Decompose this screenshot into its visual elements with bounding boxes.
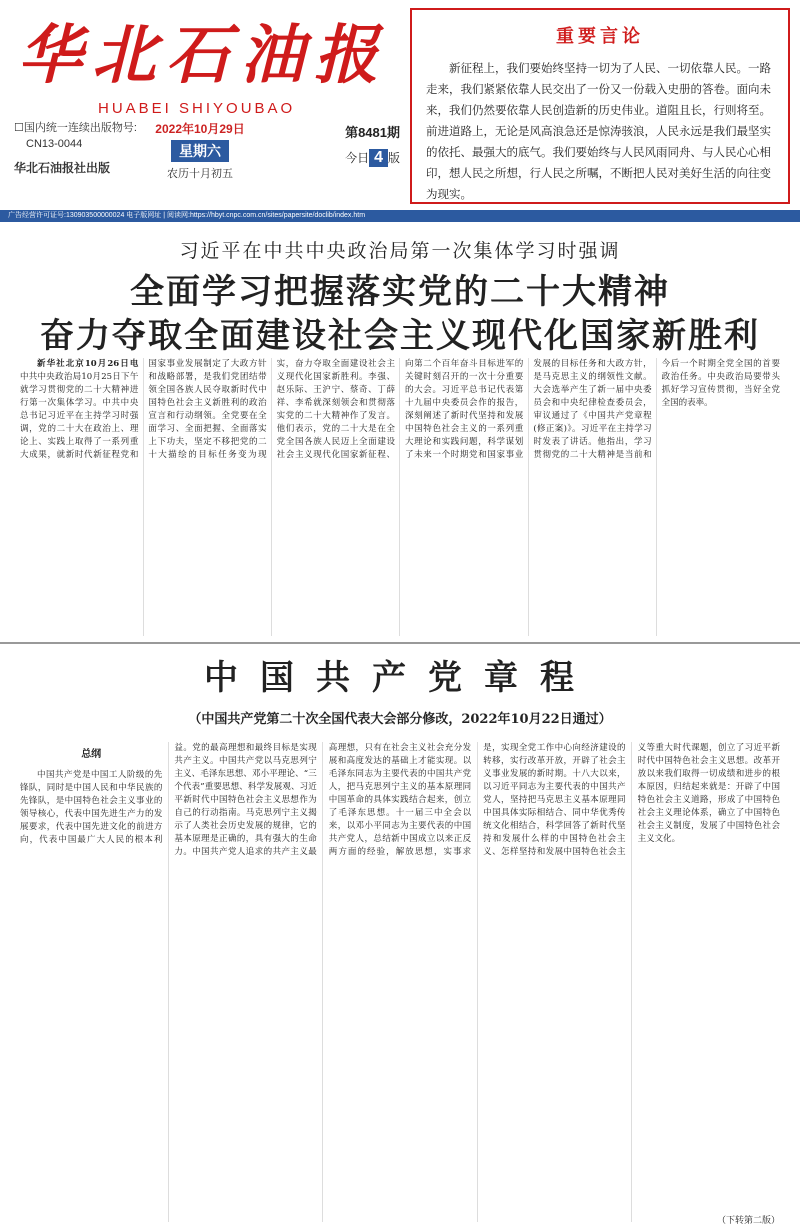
banner-text: 新征程上，我们要始终坚持一切为了人民、一切依靠人民。一路走来，我们紧紧依靠人民交出了一份又一份载入史册的答卷。面向未来，我们仍然要依靠人民创造新的历史伟业。道阻且长，行则将至。前进道路上，无论是风高浪急还是惊涛骇浪，人民永远是我们最坚实的依托、最强大的底气。我们要始终与人民风雨同舟、与人民心心相印，想人民之所想，行人民之所嘱，不断把人民对美好生活的向往变为现实。 bbox=[426, 61, 771, 201]
serial-number: CN13-0044 bbox=[26, 138, 83, 150]
charter-title: 中国共产党章程 bbox=[204, 659, 596, 697]
lead-dateline: 新华社北京10月26日电 bbox=[37, 359, 139, 369]
lead-body bbox=[20, 358, 780, 636]
newspaper-logo: 华北石油报 bbox=[18, 18, 388, 93]
charter-article bbox=[0, 648, 800, 1232]
checkbox-icon: ☐ bbox=[14, 122, 24, 134]
weekday: 星期六 bbox=[171, 140, 229, 162]
lead-text: 中共中央政治局10月25日下午就学习贯彻党的二十大精神进行第一次集体学习。中共中央总书记习近平在主持学习时强调，党的二十大在政治上、理论上、实践上取得了一系列重大成果，就新时代新征程党和国家事业发展制定了大政方针和战略部署，是我们党团结带领全国各族人民夺取新时代中国特色社会主义新胜利的政治宣言和行动纲领。全党要在全面学习、全面把握、全面落实上下功夫，坚定不移把党的二十大描绘的目标任务变为现实，奋力夺取全面建设社会主义现代化国家新胜利。李强、赵乐际、王沪宁、蔡奇、丁薛祥、李希就深刻领会和贯彻落实党的二十大精神作了发言。他们表示，党的二十大是在全党全国各族人民迈上全面建设社会主义现代化国家新征程、向第二个百年奋斗目标进军的关键时刻召开的一次十分重要的大会。习近平总书记代表第十九届中央委员会作的报告，深刻阐述了新时代坚持和发展中国特色社会主义的一系列重大理论和实践问题，科学谋划了未来一个时期党和国家事业发展的目标任务和大政方针，是马克思主义的纲领性文献。大会选举产生了新一届中央委员会和中央纪律检查委员会，审议通过了《中国共产党章程(修正案)》。习近平在主持学习时发表了讲话。他指出，学习贯彻党的二十大精神是当前和今后一个时期全党全国的首要政治任务。中央政治局要带头抓好学习宣传贯彻，当好全党全国的表率。 bbox=[20, 359, 780, 460]
newspaper-pinyin: HUABEI SHIYOUBAO bbox=[98, 100, 296, 117]
lead-supertitle: 习近平在中共中央政治局第一次集体学习时强调 bbox=[179, 241, 621, 262]
publisher: 华北石油报社出版 bbox=[14, 161, 111, 175]
charter-text: 中国共产党是中国工人阶级的先锋队，同时是中国人民和中华民族的先锋队，是中国特色社会主义事业的领导核心，代表中国先进生产力的发展要求，代表中国先进文化的前进方向，代表中国最广大人民的根本利益。党的最高理想和最终目标是实现共产主义。中国共产党以马克思列宁主义、毛泽东思想、邓小平理论、“三个代表”重要思想、科学发展观、习近平新时代中国特色社会主义思想作为自己的行动指南。马克思列宁主义揭示了人类社会历史发展的规律，它的基本原理是正确的，具有强大的生命力。中国共产党人追求的共产主义最高理想，只有在社会主义社会充分发展和高度发达的基础上才能实现。以毛泽东同志为主要代表的中国共产党人，把马克思列宁主义的基本原理同中国革命的具体实践结合起来，创立了毛泽东思想。十一届三中全会以来，以邓小平同志为主要代表的中国共产党人，总结新中国成立以来正反两方面的经验，解放思想，实事求是，实现全党工作中心向经济建设的转移，实行改革开放，开辟了社会主义事业发展的新时期。十八大以来，以习近平同志为主要代表的中国共产党人，坚持把马克思主义基本原理同中国具体实际相结合、同中华优秀传统文化相结合，科学回答了新时代坚持和发展什么样的中国特色社会主义、怎样坚持和发展中国特色社会主义等重大时代课题，创立了习近平新时代中国特色社会主义思想。改革开放以来我们取得一切成绩和进步的根本原因，归结起来就是：开辟了中国特色社会主义道路，形成了中国特色社会主义理论体系，确立了中国特色社会主义制度，发展了中国特色社会主义文化。 bbox=[20, 743, 780, 857]
editorial-banner bbox=[410, 8, 790, 204]
issue-box bbox=[270, 122, 400, 167]
charter-body bbox=[20, 742, 780, 1222]
banner-title: 重要言论 bbox=[556, 26, 644, 46]
continue-note: （下转第二版） bbox=[716, 1215, 780, 1225]
info-strip: 广告经营许可证号:130903500000024 电子版网址 | 阅读网:https://hbyt.cnpc.com.cn/sites/papersite/doclib/index.htm bbox=[0, 210, 800, 222]
lead-headline-2: 奋力夺取全面建设社会主义现代化国家新胜利 bbox=[40, 317, 760, 355]
page-count: 今日 4 版 bbox=[345, 149, 400, 166]
lunar-date: 农历十月初五 bbox=[167, 168, 233, 180]
publication-info bbox=[14, 120, 144, 176]
masthead bbox=[0, 0, 800, 208]
date-box bbox=[150, 120, 250, 181]
charter-section-title: 总纲 bbox=[81, 749, 102, 760]
charter-subtitle: （中国共产党第二十次全国代表大会部分修改，2022年10月22日通过） bbox=[188, 712, 612, 727]
serial-label: 国内统一连续出版物号: bbox=[23, 122, 137, 134]
issue-date: 2022年10月29日 bbox=[155, 122, 245, 136]
issue-number: 第8481期 bbox=[345, 125, 400, 140]
lead-headline-1: 全面学习把握落实党的二十大精神 bbox=[130, 273, 670, 311]
lead-article bbox=[0, 224, 800, 640]
section-divider bbox=[0, 642, 800, 644]
